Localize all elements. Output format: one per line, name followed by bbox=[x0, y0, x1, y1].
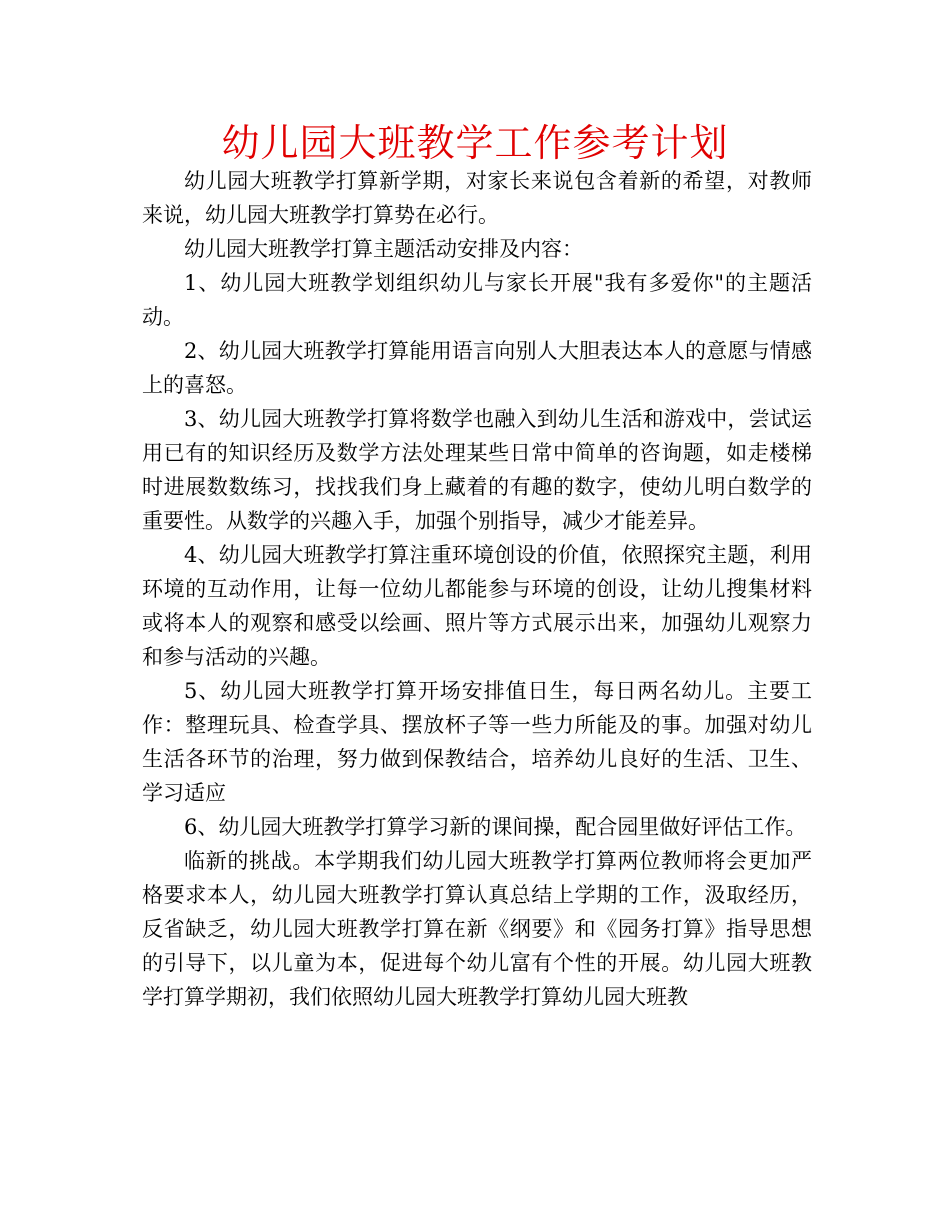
paragraph: 2、幼儿园大班教学打算能用语言向别人大胆表达本人的意愿与情感上的喜怒。 bbox=[142, 339, 812, 397]
paragraph: 临新的挑战。本学期我们幼儿园大班教学打算两位教师将会更加严格要求本人，幼儿园大班教学打算认真总结上学期的工作，汲取经历，反省缺乏，幼儿园大班教学打算在新《纲要》和《园务打算》指导思想的引导下，以儿童为本，促进每个幼儿富有个性的开展。幼儿园大班教学打算学期初，我们依照幼儿园大班教学打算幼儿园大班教 bbox=[142, 849, 812, 1009]
paragraph: 5、幼儿园大班教学打算开场安排值日生，每日两名幼儿。主要工作：整理玩具、检查学具、摆放杯子等一些力所能及的事。加强对幼儿生活各环节的治理，努力做到保教结合，培养幼儿良好的生活、卫生、学习适应 bbox=[142, 679, 812, 805]
document-title: 幼儿园大班教学工作参考计划 bbox=[221, 121, 729, 165]
paragraph: 4、幼儿园大班教学打算注重环境创设的价值，依照探究主题，利用环境的互动作用，让每一位幼儿都能参与环境的创设，让幼儿搜集材料或将本人的观察和感受以绘画、照片等方式展示出来，加强幼儿观察力和参与活动的兴趣。 bbox=[142, 543, 812, 669]
document-body bbox=[142, 164, 812, 1014]
paragraph: 幼儿园大班教学打算主题活动安排及内容： bbox=[184, 237, 583, 261]
paragraph: 1、幼儿园大班教学划组织幼儿与家长开展"我有多爱你"的主题活动。 bbox=[142, 271, 812, 329]
paragraph: 幼儿园大班教学打算新学期，对家长来说包含着新的希望，对教师来说，幼儿园大班教学打算势在必行。 bbox=[142, 169, 812, 227]
paragraph: 3、幼儿园大班教学打算将数学也融入到幼儿生活和游戏中，尝试运用已有的知识经历及数学方法处理某些日常中简单的咨询题，如走楼梯时进展数数练习，找找我们身上藏着的有趣的数字，使幼儿明白数学的重要性。从数学的兴趣入手，加强个别指导，减少才能差异。 bbox=[142, 407, 812, 533]
paragraph: 6、幼儿园大班教学打算学习新的课间操，配合园里做好评估工作。 bbox=[184, 815, 807, 839]
